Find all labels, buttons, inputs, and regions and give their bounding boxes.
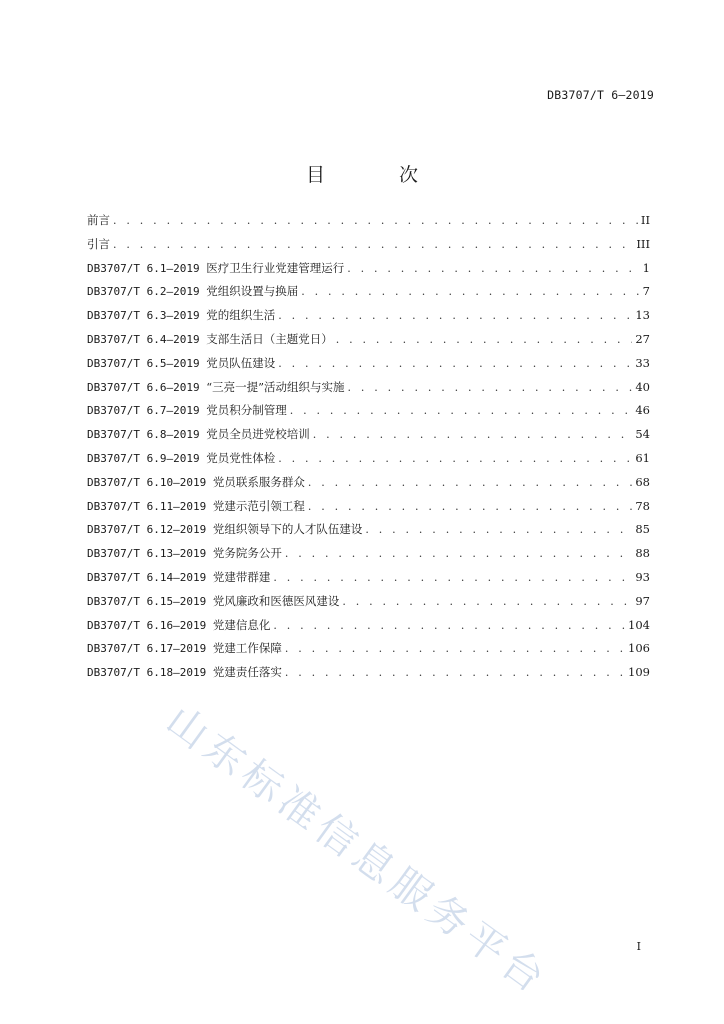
- toc-entry-page: 54: [635, 427, 650, 442]
- toc-entry-page: 106: [628, 641, 650, 656]
- toc-dot-leader: [285, 547, 633, 560]
- toc-entry[interactable]: [87, 426, 650, 450]
- toc-dot-leader: [342, 595, 632, 608]
- toc-entry-page: 97: [635, 593, 650, 608]
- toc-dot-leader: [336, 333, 633, 346]
- toc-dot-leader: [347, 262, 639, 275]
- toc-entry[interactable]: [87, 236, 650, 260]
- toc-dot-leader: [278, 309, 632, 322]
- toc-entry-title: 党员党性体检: [206, 450, 276, 465]
- toc-entry-title: 党风廉政和医德医风建设: [212, 593, 340, 608]
- toc-entry-title: 支部生活日（主题党日）: [206, 331, 333, 346]
- toc-entry-title: 党组织领导下的人才队伍建设: [212, 522, 363, 537]
- toc-entry-page: 93: [635, 569, 650, 584]
- toc-entry[interactable]: [87, 593, 650, 617]
- toc-entry-code: DB3707/T 6.5—2019: [87, 356, 207, 370]
- toc-entry[interactable]: [87, 569, 650, 593]
- toc-entry-code: DB3707/T 6.10—2019: [87, 475, 213, 489]
- toc-dot-leader: [278, 357, 632, 370]
- toc-entry[interactable]: [87, 331, 650, 355]
- page-title: 目 次: [305, 164, 453, 186]
- toc-entry-code: DB3707/T 6.1—2019: [87, 261, 207, 275]
- toc-dot-leader: [273, 571, 632, 584]
- toc-entry-title: 党员积分制管理: [206, 403, 287, 418]
- toc-entry-page: 85: [635, 522, 650, 537]
- toc-entry-title: 医疗卫生行业党建管理运行: [206, 260, 345, 275]
- toc-entry-title: 党建示范引领工程: [212, 498, 305, 513]
- toc-entry[interactable]: [87, 355, 650, 379]
- toc-dot-leader: [365, 523, 632, 536]
- toc-entry-page: 7: [642, 284, 650, 299]
- toc-entry-page: 78: [635, 498, 650, 513]
- toc-entry-code: DB3707/T 6.15—2019: [87, 594, 213, 608]
- toc-dot-leader: [273, 619, 625, 632]
- toc-entry-title: 党务院务公开: [212, 546, 282, 561]
- toc-entry-code: DB3707/T 6.13—2019: [87, 547, 213, 561]
- toc-entry-page: 104: [628, 617, 650, 632]
- toc-entry-title: 党建带群建: [212, 569, 271, 584]
- toc-dot-leader: [113, 238, 633, 251]
- toc-dot-leader: [347, 381, 632, 394]
- toc-entry-page: 109: [628, 665, 650, 680]
- toc-entry-title: 党组织设置与换届: [206, 284, 299, 299]
- toc-entry-title: 党建信息化: [212, 617, 271, 632]
- toc-entry-code: DB3707/T 6.17—2019: [87, 642, 213, 656]
- toc-entry-code: DB3707/T 6.3—2019: [87, 309, 207, 323]
- toc-entry-title: 党建责任落实: [212, 665, 282, 680]
- toc-dot-leader: [113, 214, 638, 227]
- toc-entry-code: DB3707/T 6.2—2019: [87, 285, 207, 299]
- toc-entry[interactable]: [87, 379, 650, 403]
- toc-dot-leader: [290, 404, 633, 417]
- table-of-contents: [87, 212, 650, 688]
- toc-entry-page: 61: [635, 450, 650, 465]
- toc-entry[interactable]: [87, 498, 650, 522]
- toc-entry-code: DB3707/T 6.8—2019: [87, 428, 207, 442]
- toc-entry-page: 33: [635, 355, 650, 370]
- watermark: 山东标准信息服务平台: [157, 697, 557, 1005]
- toc-entry[interactable]: [87, 545, 650, 569]
- toc-dot-leader: [308, 500, 633, 513]
- toc-entry-code: DB3707/T 6.12—2019: [87, 523, 213, 537]
- toc-entry-code: DB3707/T 6.7—2019: [87, 404, 207, 418]
- toc-dot-leader: [285, 642, 625, 655]
- toc-entry-code: DB3707/T 6.9—2019: [87, 451, 207, 465]
- toc-dot-leader: [285, 666, 625, 679]
- toc-entry-title: 引言: [87, 236, 110, 251]
- toc-entry[interactable]: [87, 212, 650, 236]
- toc-entry-page: 27: [635, 331, 650, 346]
- toc-entry-page: II: [640, 213, 650, 227]
- toc-entry-code: DB3707/T 6.11—2019: [87, 499, 213, 513]
- toc-entry-code: DB3707/T 6.14—2019: [87, 570, 213, 584]
- toc-entry-title: 党员联系服务群众: [212, 474, 305, 489]
- toc-entry-title: 党员全员进党校培训: [206, 427, 310, 442]
- toc-entry-code: DB3707/T 6.18—2019: [87, 666, 213, 680]
- toc-entry-page: 1: [642, 260, 650, 275]
- toc-entry-page: 88: [635, 546, 650, 561]
- toc-entry-title: 党员队伍建设: [206, 355, 276, 370]
- toc-entry-page: 40: [635, 379, 650, 394]
- toc-entry[interactable]: [87, 307, 650, 331]
- toc-entry[interactable]: [87, 664, 650, 688]
- toc-entry[interactable]: [87, 640, 650, 664]
- toc-entry-page: 13: [635, 308, 650, 323]
- toc-entry-code: DB3707/T 6.4—2019: [87, 332, 207, 346]
- toc-dot-leader: [313, 428, 633, 441]
- toc-entry-page: 46: [635, 403, 650, 418]
- toc-dot-leader: [308, 476, 633, 489]
- toc-entry[interactable]: [87, 617, 650, 641]
- toc-entry[interactable]: [87, 521, 650, 545]
- toc-entry[interactable]: [87, 474, 650, 498]
- page-number: I: [636, 940, 641, 953]
- toc-dot-leader: [301, 285, 639, 298]
- toc-entry[interactable]: [87, 402, 650, 426]
- toc-entry-page: III: [636, 236, 650, 251]
- toc-entry[interactable]: [87, 260, 650, 284]
- document-code: DB3707/T 6—2019: [547, 88, 654, 102]
- toc-entry[interactable]: [87, 283, 650, 307]
- toc-entry-title: 党的组织生活: [206, 308, 276, 323]
- toc-entry-title: “三亮一提”活动组织与实施: [206, 379, 345, 394]
- toc-entry-code: DB3707/T 6.16—2019: [87, 618, 213, 632]
- toc-entry-page: 68: [635, 474, 650, 489]
- toc-entry-title: 前言: [87, 213, 110, 227]
- toc-entry-code: DB3707/T 6.6—2019: [87, 380, 207, 394]
- toc-dot-leader: [278, 452, 632, 465]
- toc-entry-title: 党建工作保障: [212, 641, 282, 656]
- toc-entry[interactable]: [87, 450, 650, 474]
